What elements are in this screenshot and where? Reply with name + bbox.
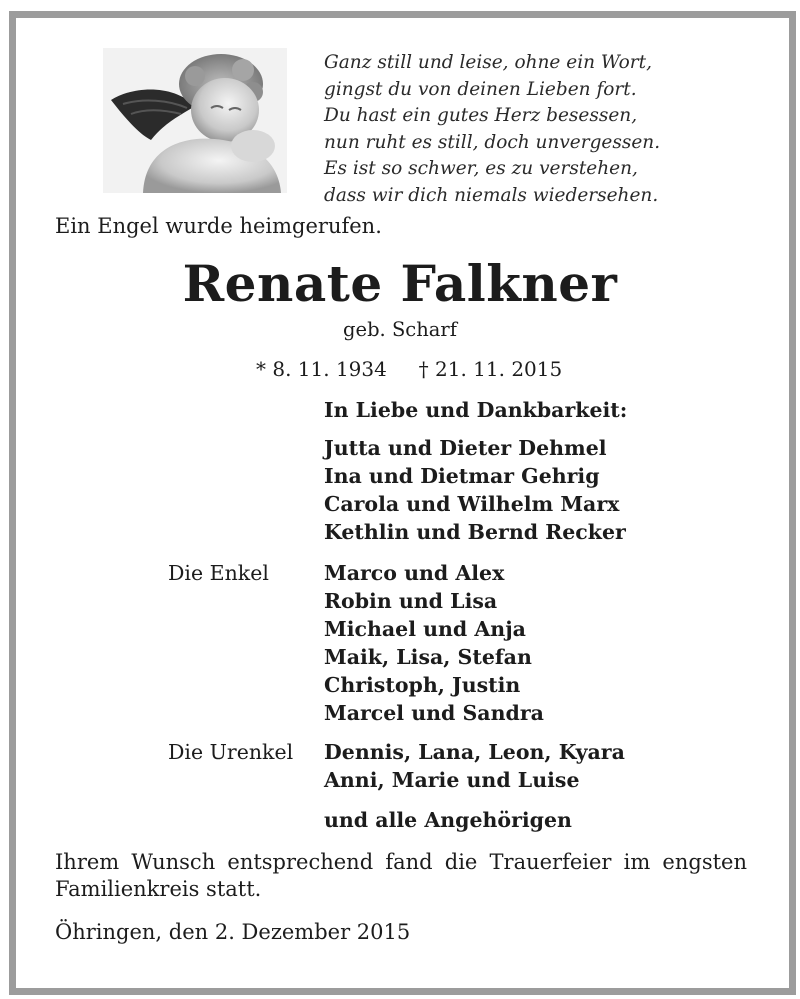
deceased-name: Renate Falkner: [182, 254, 618, 313]
life-dates: * 8. 11. 1934 † 21. 11. 2015: [256, 357, 563, 381]
thanks-heading: In Liebe und Dankbarkeit:: [324, 398, 628, 422]
grandchild-entry: Maik, Lisa, Stefan: [324, 645, 532, 669]
grandchild-entry: Marcel und Sandra: [324, 701, 544, 725]
great-grandchildren-list: [324, 738, 625, 794]
relatives-line: und alle Angehörigen: [324, 808, 572, 832]
great-grandchild-entry: Dennis, Lana, Leon, Kyara: [324, 740, 625, 764]
grandchild-entry: Michael und Anja: [324, 617, 526, 641]
great-grandchild-entry: Anni, Marie und Luise: [324, 768, 580, 792]
poem-line: dass wir dich niemals wiedersehen.: [324, 184, 659, 206]
footer-note: Ihrem Wunsch entsprechend fand die Trauerfeier im engsten Familienkreis statt.: [55, 850, 747, 901]
poem-line: Du hast ein gutes Herz besessen,: [324, 105, 638, 126]
family-list: [324, 434, 626, 546]
great-grandchildren-label: Die Urenkel: [168, 740, 294, 764]
poem: [324, 50, 660, 209]
family-entry: Kethlin und Bernd Recker: [324, 520, 626, 544]
angel-image: [103, 48, 287, 193]
poem-line: gingst du von deinen Lieben fort.: [324, 78, 637, 100]
grandchildren-label: Die Enkel: [168, 561, 269, 585]
poem-line: nun ruht es still, doch unvergessen.: [324, 131, 661, 153]
place-date: Öhringen, den 2. Dezember 2015: [55, 920, 411, 944]
poem-line: Ganz still und leise, ohne ein Wort,: [324, 52, 652, 73]
grandchild-entry: Christoph, Justin: [324, 673, 521, 697]
family-entry: Ina und Dietmar Gehrig: [324, 464, 600, 488]
grandchild-entry: Robin und Lisa: [324, 589, 498, 613]
intro-text: Ein Engel wurde heimgerufen.: [55, 214, 382, 238]
grandchildren-list: [324, 559, 544, 727]
maiden-name: geb. Scharf: [343, 318, 457, 341]
grandchild-entry: Marco und Alex: [324, 561, 505, 585]
poem-line: Es ist so schwer, es zu verstehen,: [324, 158, 638, 179]
family-entry: Carola und Wilhelm Marx: [324, 492, 620, 516]
family-entry: Jutta und Dieter Dehmel: [324, 436, 607, 460]
